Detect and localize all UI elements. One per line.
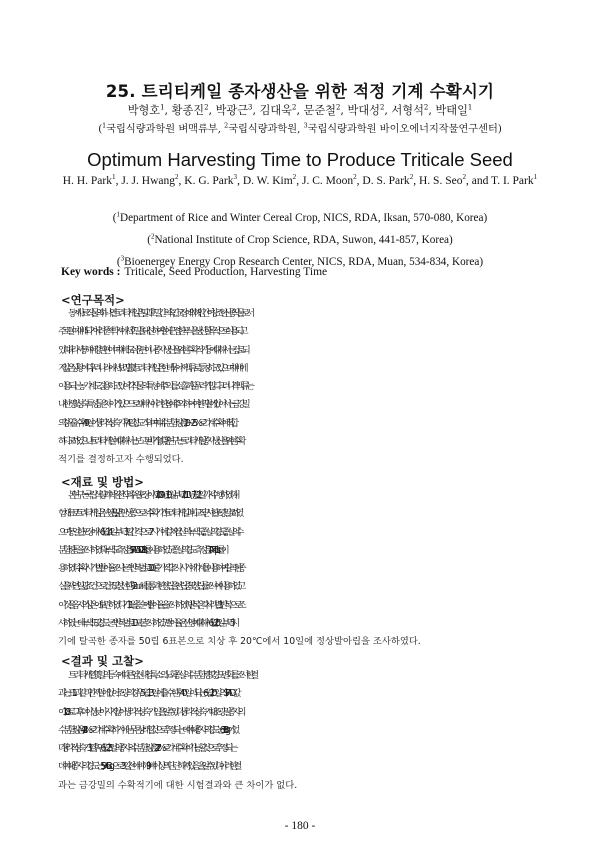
affiliations-korean: ($^1$국립식량과학원 벼맥류부, $^2$국립식량과학원, $^3$국립식량과학원 바이오에너지작물연구센터) xyxy=(98,122,502,135)
text-line: 주로 밀이 재배되기 어려운 척박지에서 호밀을 대신하여 밀에 근접한 곡식을 생산할 목적으로 이용되고 xyxy=(58,326,245,338)
affiliation-english-3: ($^3$Bioenergey Energy Crop Research Center, NICS, RDA, Muan, 534-834, Korea) xyxy=(116,254,484,268)
text-line: 이 10.8로 그 후 더 이상 낮아지지 않아 생리적 성숙기임을 알 수 있다. 생리적 성숙기 때 조광밀 종자의 xyxy=(58,706,243,718)
text-line: 분함량 등을 조사하였다. 녹색도 측정은 SPAD-502Plus를 이용하였고 종실의 경도측정은 TAXTplus를 이 xyxy=(58,544,226,556)
text-line: 있다. 따라서 동해에 강한 편이며 재배도 쉬운 편이나 종자생산을 위한 수확적기 등에 대해서는 검토되 xyxy=(58,344,247,356)
authors-korean: 박형호$^1$, 황종진$^2$, 박광근$^3$, 김대욱$^2$, 문준철$^2$, 박대성$^2$, 서형석$^2$, 박태일$^1$ xyxy=(127,103,473,117)
text-line: 으며 동일한 포장에서 6월 14일부터 3일 간격으로 7시기에 걸쳐 엽신의 녹색도, 종실의 경도, 종실의 수 xyxy=(58,526,241,538)
keywords-text: Triticale, Seed Production, Harvesting Time xyxy=(124,266,328,278)
text-line: 사하였는데 녹색도 및 경도는 각 반복별로 10포본 조사하였고 발아율은 신영에 대해서 6월 20일부터 5시 xyxy=(58,618,237,630)
text-line: 데 이 때 종자의 경도는 5,946.3g으로 3일 전에 비해 9배 이상의 단단해져 있음을 알 수 있다. 이러한 결 xyxy=(58,761,239,773)
keywords-line xyxy=(61,266,327,278)
text-line: 이용되는 농기계도 겸용하고 있어 각 작물의 특성에 주의를 소홀히 할 우려가 많다. 그러나 각 맥류는 xyxy=(58,381,252,393)
text-line: 과는 표 1과 같다. 먼저 밀에 있어 조광의 경우 5월 13일에 출수한 후 40일이 되는 6월 20일의 SPAD값 xyxy=(58,688,238,700)
text-line: 하다고 하였으나 트리티케일에 대해서는 보고된 바가 없다. 본 연구는 트리티케일 종자생산을 위한 수확 xyxy=(58,436,243,448)
text-line: 다. 생리적 성숙기 3일 후인 6월 23일의 종자의 수분함량은 22.7%로 기계수확이 가능할 것으로 추정되는 xyxy=(58,743,235,755)
text-line: 의 경우 출수 후 49일이 생리적 성숙기후 4일 정도가 되며 이 때 수분함량은 20~25%로 기계수확에 적합 xyxy=(58,417,236,429)
text-line: 용하였다. 수확시기별 발아율 조사는 각 반복별로 100줄기씩 각 조사시기에 기계를 이용하여 탈곡한 종 xyxy=(58,563,243,575)
text-line: 수분함량은 42.4%로 기계수확하기에는 무른 상태일 것으로 추정되는데 이때 종자의 경도는 630.8g이었 xyxy=(58,724,237,736)
text-line: 내한성 및 성숙특성 등은 차이가 있으므로 재배시 이러한 점에 주의하여야 한다. 밀에 있어서는 금강밀 xyxy=(58,399,247,411)
text-line: 험재료로 트리티케일은 신영을, 밀은 만생종으로서 수확기가 트리티케일과 비교적 근사한 조광밀로 하였 xyxy=(58,508,241,520)
keywords-label: Key words : xyxy=(61,266,121,278)
text-line: 동계 사료작물의 하나인 트리티케일은 밀과 호밀간의 속간 교잡에 의해 인간이 창조한 신종 작물로서 xyxy=(68,308,251,319)
text-line: 본 연구는 국립식량과학원 전작과 수원 포장이서 2009년 10월부터 2010년 7월 2일까지 수행하였다. 시 xyxy=(68,490,237,501)
text-line: 적기를 결정하고자 수행되었다. xyxy=(58,454,184,466)
text-line: 기에 탈곡한 종자를 50립 6표본으로 치상 후 20℃에서 10일에 정상발아립을 조사하였다. xyxy=(58,636,421,648)
title-english: Optimum Harvesting Time to Produce Triticale Seed xyxy=(87,149,513,170)
page-number: - 180 - xyxy=(284,820,316,832)
affiliation-english-1: ($^1$Department of Rice and Winter Cereal Crop, NICS, RDA, Iksan, 570-080, Korea) xyxy=(112,210,488,224)
section-heading-results: <결과 및 고찰> xyxy=(61,654,144,668)
text-line: 과는 금강밀의 수확적기에 대한 시험결과와 큰 차이가 없다. xyxy=(58,779,298,791)
text-line: 실을 자연일광 조건으로 건조 및 정선한 후 2㎜체를 통과한 정립을 천립중 및 정립률 조사에 이용하였고 xyxy=(58,581,243,593)
authors-english: H. H. Park$^1$, J. J. Hwang$^2$, K. G. Park$^3$, D. W. Kim$^2$, J. C. Moon$^2$, D. S. Park$^2$, H. S. Seo$^2$, and T. I. Park$^1$ xyxy=(62,173,538,187)
text-line: 이것을 음지의 상온에 보관하였다가 11월 중순에 발아율을 조사하였다. 반복은 각 처리별 3반복으로 조 xyxy=(58,599,243,611)
text-line: 지 않은 상황이다. 우리나라에서 보리, 밀 및 트리티케일은 한데 묶어서 맥류로 통칭하고 있으며 재배에 xyxy=(58,362,245,374)
section-heading-methods: <재료 및 방법> xyxy=(61,475,144,489)
text-line: 트리티케일 및 밀의 등숙에 따른 엽신 내 엽록소의 노화, 종실의 수분함량 및 경도 변화를 조사한 결 xyxy=(68,670,256,681)
section-body-purpose xyxy=(58,305,542,470)
affiliation-english-2: ($^2$National Institute of Crop Science, RDA, Suwon, 441-857, Korea) xyxy=(147,232,453,246)
section-body-methods xyxy=(58,487,542,652)
section-body-results xyxy=(58,667,542,795)
section-heading-purpose: <연구목적> xyxy=(61,293,125,307)
title-korean: 25. 트리티케일 종자생산을 위한 적정 기계 수확시기 xyxy=(105,82,495,101)
